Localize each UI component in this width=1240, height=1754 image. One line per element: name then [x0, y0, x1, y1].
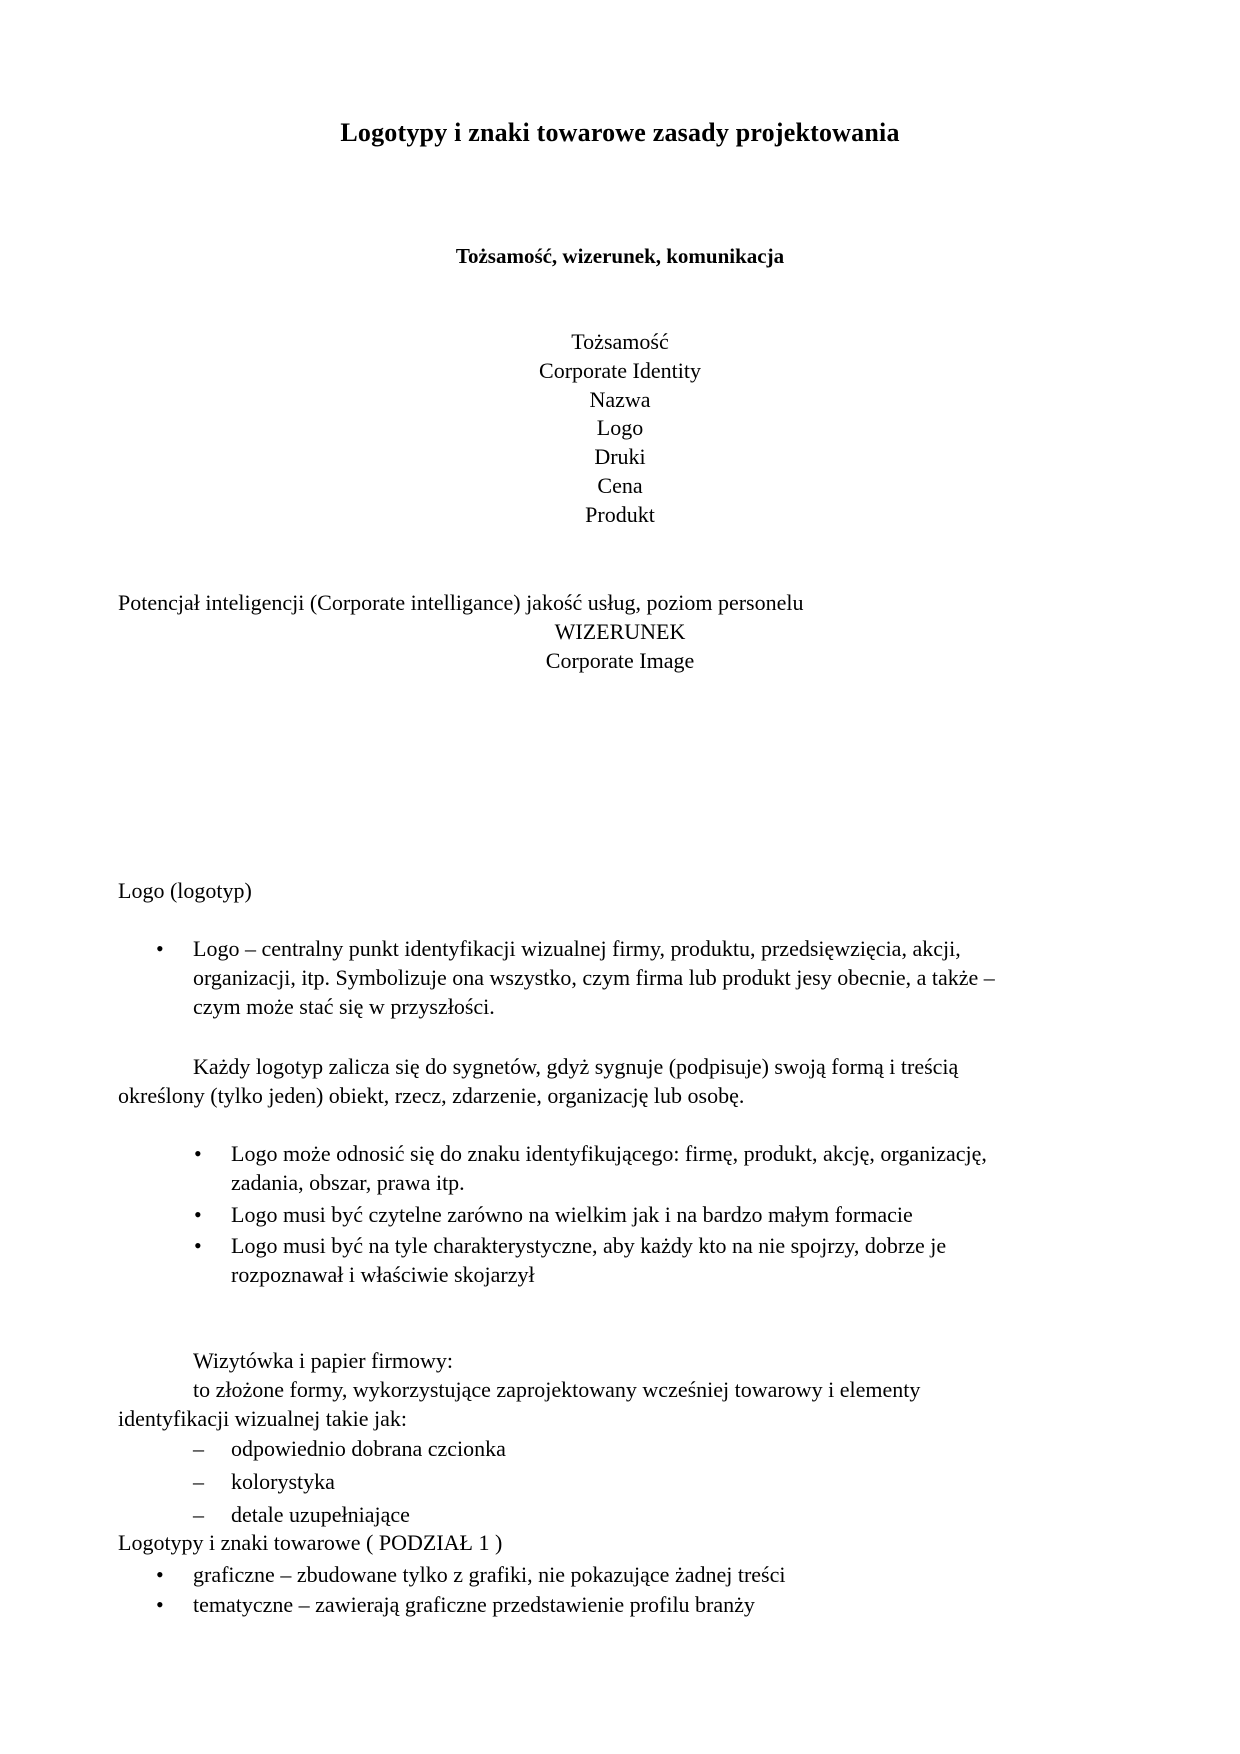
- bullet-line: Logo musi być czytelne zarówno na wielkim jak i na bardzo małym formacie: [231, 1202, 913, 1227]
- bullet-icon: •: [156, 1592, 164, 1617]
- bullet-line: tematyczne – zawierają graficzne przedstawienie profilu branży: [193, 1592, 755, 1617]
- dash-list-item: [193, 1498, 410, 1531]
- identity-item: Logo: [596, 415, 644, 441]
- identity-item: Produkt: [585, 501, 655, 527]
- business-card-line: identyfikacji wizualnej takie jak:: [118, 1406, 407, 1431]
- dash-icon: –: [193, 1436, 204, 1461]
- document-title: Logotypy i znaki towarowe zasady projektowania: [340, 118, 900, 147]
- business-card-heading: Wizytówka i papier firmowy:: [193, 1348, 453, 1373]
- bullet-icon: •: [194, 1202, 202, 1227]
- identity-list: [0, 328, 1240, 530]
- identity-item: Cena: [597, 472, 643, 498]
- logo-heading: Logo (logotyp): [118, 878, 252, 903]
- bullet-line: czym może stać się w przyszłości.: [193, 994, 495, 1019]
- sygnet-paragraph-line: Każdy logotyp zalicza się do sygnetów, gdyż sygnuje (podpisuje) swoją formą i treścią: [193, 1054, 959, 1079]
- bullet-line: organizacji, itp. Symbolizuje ona wszystko, czym firma lub produkt jesy obecnie, a także –: [193, 965, 995, 990]
- logo-rule-bullet: [194, 1139, 987, 1197]
- document-subtitle: Tożsamość, wizerunek, komunikacja: [455, 244, 785, 268]
- logo-rule-bullet: [194, 1231, 947, 1289]
- division-bullet: [156, 1590, 755, 1619]
- image-heading: WIZERUNEK: [554, 619, 686, 644]
- dash-item-text: kolorystyka: [231, 1469, 335, 1494]
- business-card-line: to złożone formy, wykorzystujące zaprojektowany wcześniej towarowy i elementy: [193, 1377, 921, 1402]
- dash-list-item: [193, 1465, 335, 1498]
- logo-rule-bullet: [194, 1200, 913, 1229]
- identity-item: Druki: [594, 444, 646, 470]
- bullet-line: graficzne – zbudowane tylko z grafiki, nie pokazujące żadnej treści: [193, 1562, 786, 1587]
- bullet-icon: •: [156, 936, 164, 961]
- bullet-line: Logo może odnosić się do znaku identyfikującego: firmę, produkt, akcję, organizację,: [231, 1141, 987, 1166]
- dash-icon: –: [193, 1469, 204, 1494]
- division-heading: Logotypy i znaki towarowe ( PODZIAŁ 1 ): [118, 1530, 503, 1555]
- dash-list-item: [193, 1432, 506, 1465]
- dash-item-text: detale uzupełniające: [231, 1502, 410, 1527]
- bullet-line: Logo – centralny punkt identyfikacji wizualnej firmy, produktu, przedsięwzięcia, akcji,: [193, 936, 961, 961]
- division-bullet: [156, 1560, 786, 1589]
- identity-item: Nazwa: [589, 386, 651, 412]
- sygnet-paragraph-line: określony (tylko jeden) obiekt, rzecz, zdarzenie, organizację lub osobę.: [118, 1083, 745, 1108]
- bullet-icon: •: [156, 1562, 164, 1587]
- identity-item: Tożsamość: [571, 329, 669, 354]
- dash-item-text: odpowiednio dobrana czcionka: [231, 1436, 506, 1461]
- intelligence-line: Potencjał inteligencji (Corporate intelligance) jakość usług, poziom personelu: [118, 590, 804, 615]
- dash-icon: –: [193, 1502, 204, 1527]
- image-subheading: Corporate Image: [545, 648, 695, 673]
- bullet-line: rozpoznawał i właściwie skojarzył: [231, 1262, 535, 1287]
- image-block: [118, 588, 1118, 675]
- bullet-icon: •: [194, 1233, 202, 1258]
- bullet-line: zadania, obszar, prawa itp.: [231, 1170, 465, 1195]
- logo-definition-bullet: [156, 934, 995, 1021]
- bullet-line: Logo musi być na tyle charakterystyczne, aby każdy kto na nie spojrzy, dobrze je: [231, 1233, 947, 1258]
- bullet-icon: •: [194, 1141, 202, 1166]
- identity-item: Corporate Identity: [539, 357, 701, 383]
